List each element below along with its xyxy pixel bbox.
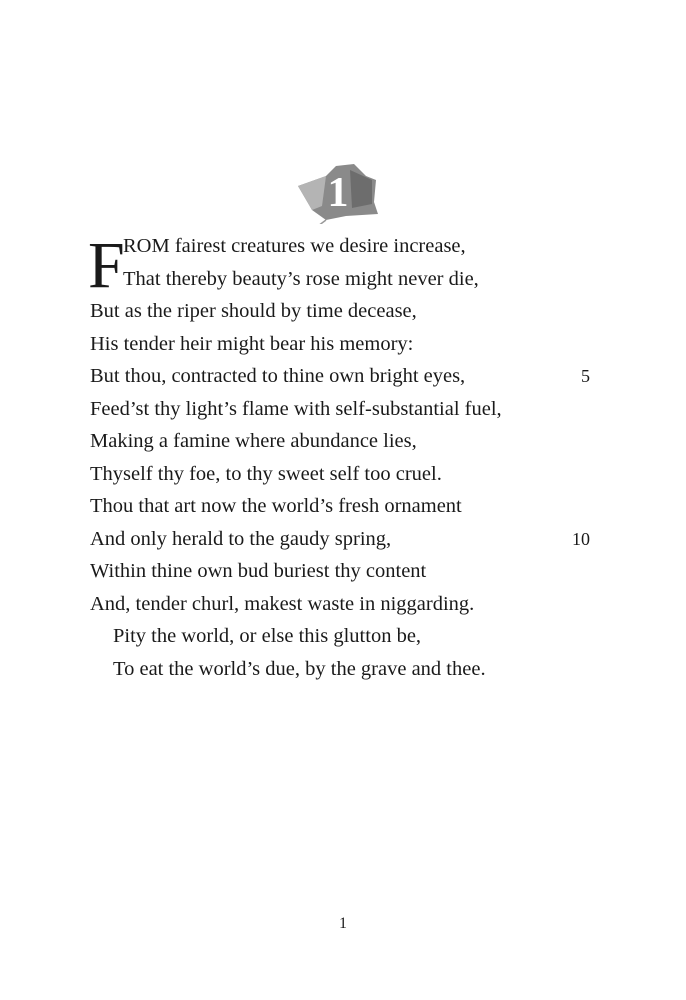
couplet-line <box>90 620 590 653</box>
line-text: Making a famine where abundance lies, <box>90 430 417 452</box>
line-text: Within thine own bud buriest thy content <box>90 560 427 582</box>
poem-line <box>90 523 590 556</box>
line-text: And only herald to the gaudy spring, <box>90 527 392 550</box>
line-text: Feed’st thy light’s flame with self-substantial fuel, <box>90 397 502 420</box>
line-text: And, tender churl, makest waste in niggarding. <box>90 592 475 615</box>
line-text: To eat the world’s due, by the grave and thee. <box>113 657 486 680</box>
rose-icon <box>296 162 380 224</box>
line-number: 5 <box>581 366 590 386</box>
poem <box>90 230 590 685</box>
line-text: That thereby beauty’s rose might never die, <box>123 267 479 290</box>
poem-line <box>90 490 590 523</box>
rose-ornament-with-sonnet-number <box>296 162 380 224</box>
poem-line <box>90 328 590 361</box>
poem-line <box>90 230 590 263</box>
poem-line <box>90 425 590 458</box>
poem-line <box>90 295 590 328</box>
line-text: But thou, contracted to thine own bright eyes, <box>90 365 466 387</box>
line-text: Thyself thy foe, to thy sweet self too cruel. <box>90 462 442 485</box>
poem-line <box>90 263 590 296</box>
poem-line <box>90 458 590 491</box>
line-text: His tender heir might bear his memory: <box>90 332 414 355</box>
poem-line <box>90 360 590 393</box>
drop-cap: F <box>88 229 125 302</box>
line-number: 10 <box>572 528 590 549</box>
line-text: ROM fairest creatures we desire increase, <box>123 235 466 257</box>
sonnet-number: 1 <box>327 170 349 216</box>
poem-line <box>90 393 590 426</box>
line-text: But as the riper should by time decease, <box>90 300 417 322</box>
page-number: 1 <box>339 915 347 932</box>
couplet-line <box>90 653 590 686</box>
line-text: Pity the world, or else this glutton be, <box>113 625 422 647</box>
poem-line <box>90 588 590 621</box>
line-text: Thou that art now the world’s fresh ornament <box>90 495 462 517</box>
poem-line <box>90 555 590 588</box>
